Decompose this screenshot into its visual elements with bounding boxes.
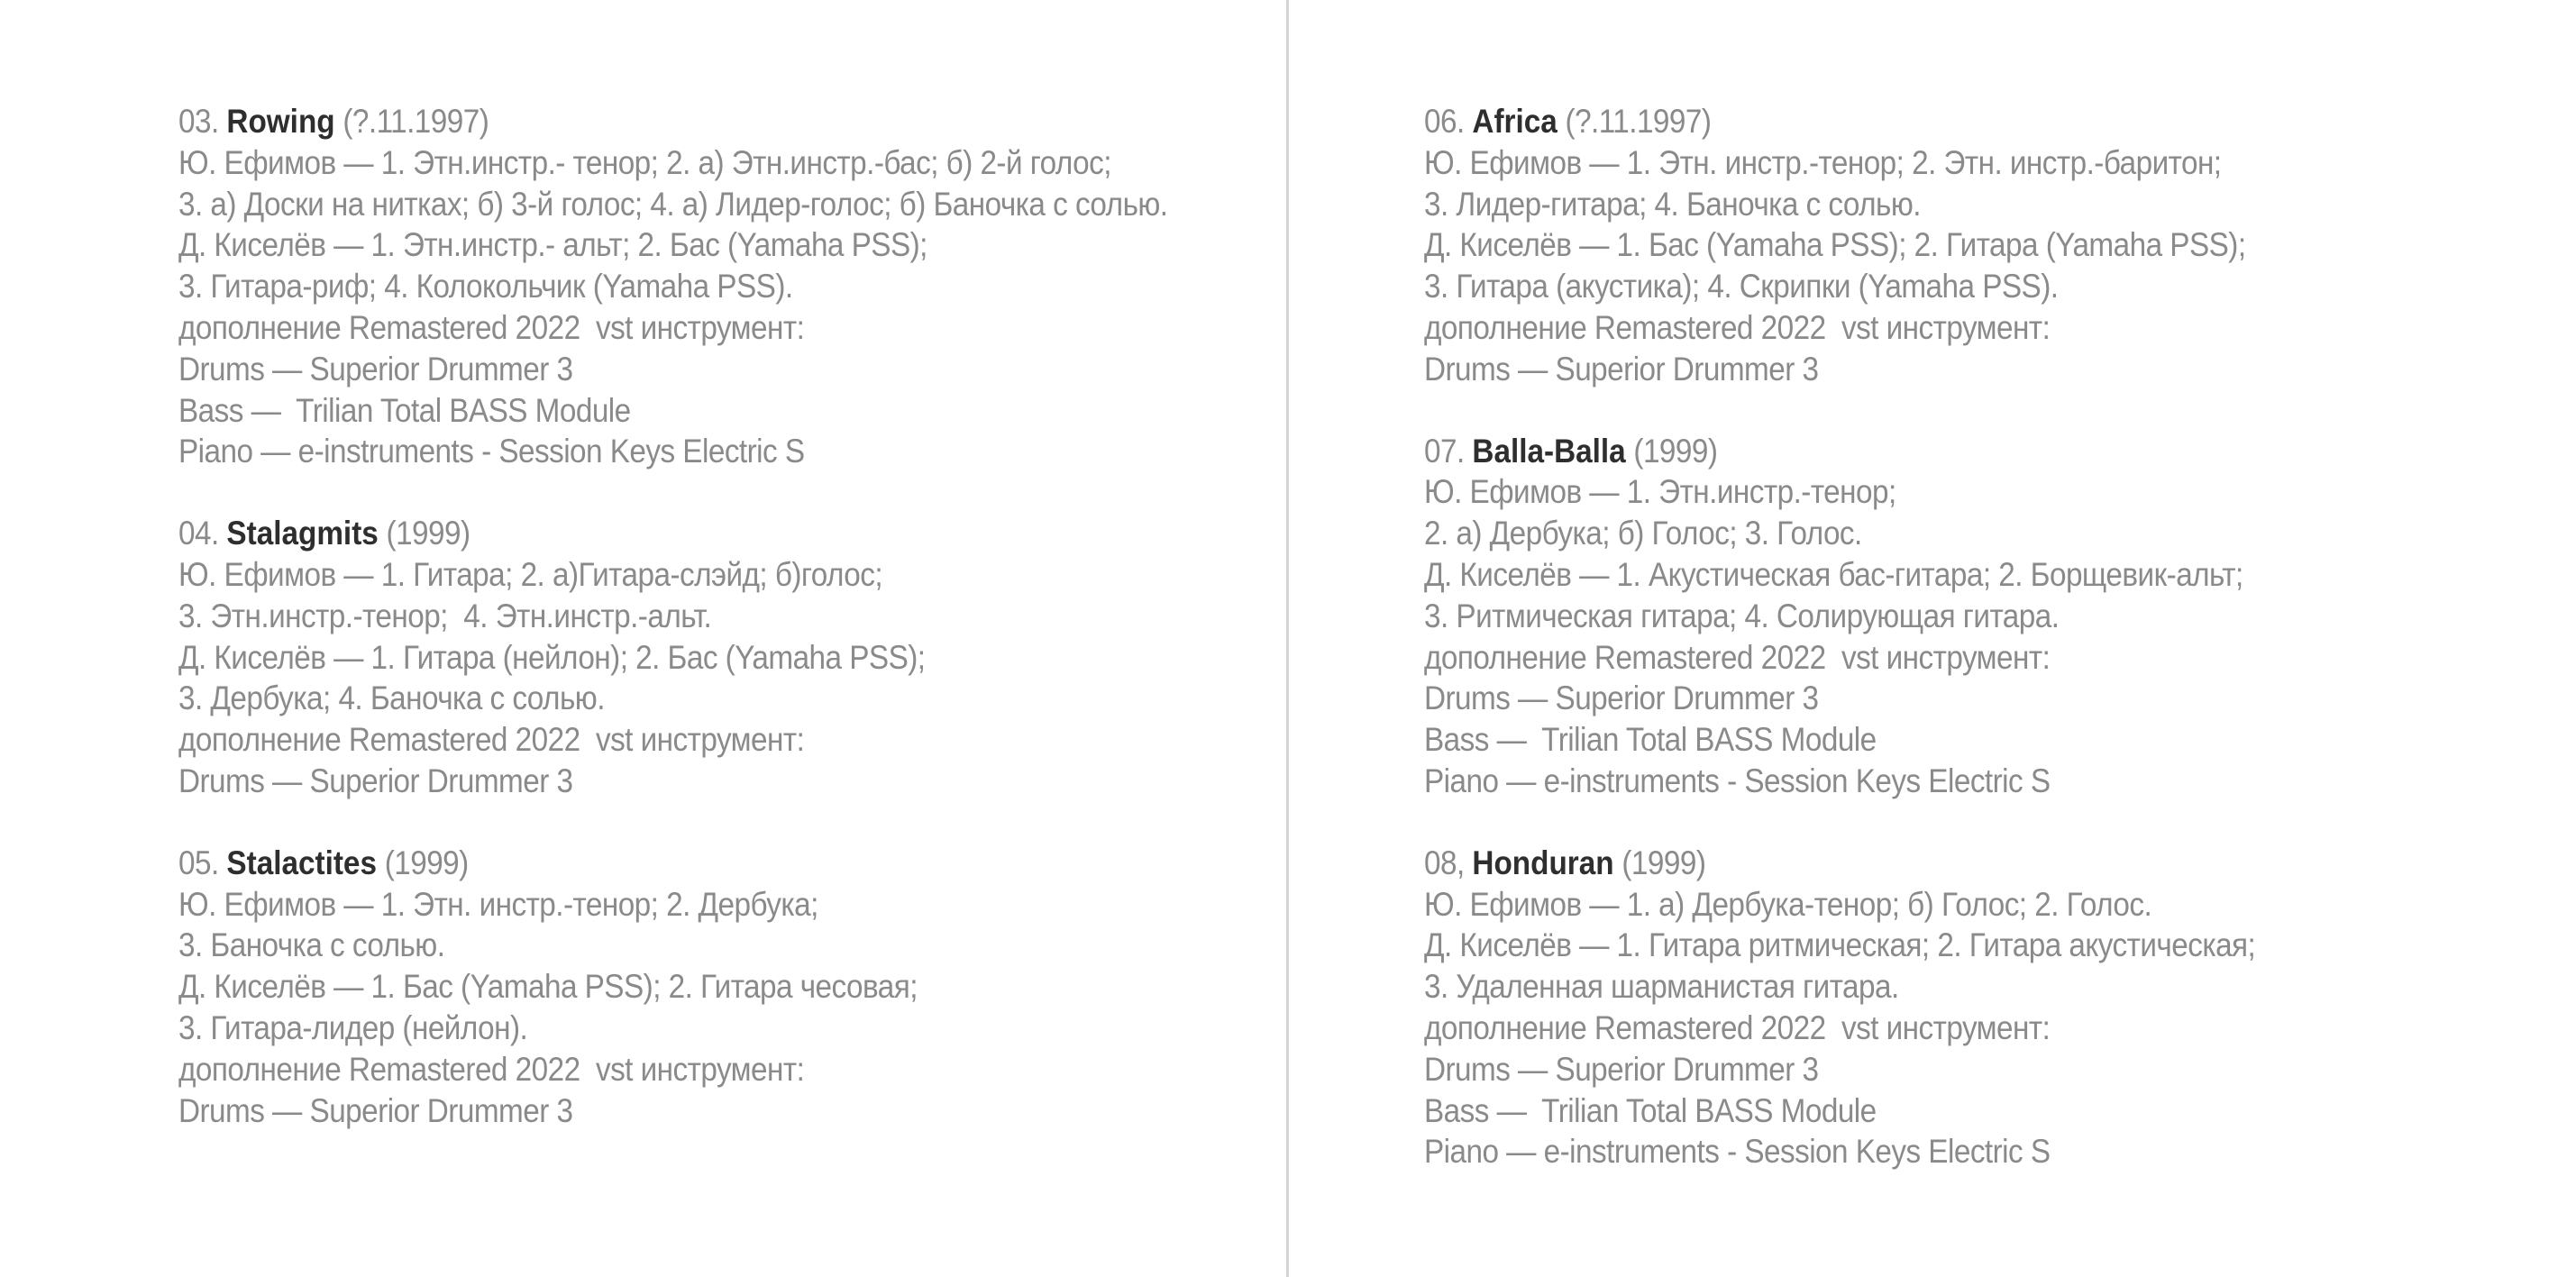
credit-line: Ю. Ефимов — 1. Этн.инстр.-тенор; <box>1424 473 1896 511</box>
track-heading <box>178 513 1176 554</box>
credit-line: Drums — Superior Drummer 3 <box>1424 1050 1819 1088</box>
track-number: 04. <box>178 515 219 552</box>
track-year: (1999) <box>1621 844 1706 881</box>
track-heading <box>1424 843 2461 884</box>
credit-line: Drums — Superior Drummer 3 <box>1424 680 1819 717</box>
credit-line: Bass — Trilian Total BASS Module <box>178 391 631 429</box>
credit-line: Bass — Trilian Total BASS Module <box>1424 1091 1877 1129</box>
track-year: (1999) <box>384 844 469 881</box>
credit-line: Д. Киселёв — 1. Акустическая бас-гитара; 2. Борщевик-альт; <box>1424 555 2243 593</box>
credit-line: Drums — Superior Drummer 3 <box>1424 350 1819 388</box>
credit-line: Д. Киселёв — 1. Гитара ритмическая; 2. Гитара акустическая; <box>1424 926 2256 964</box>
track-heading <box>1424 101 2461 142</box>
track-title: Stalagmits <box>226 515 379 552</box>
credit-line: Piano — e-instruments - Session Keys Electric S <box>1424 762 2051 799</box>
credit-line: дополнение Remastered 2022 vst инструмент: <box>178 1050 805 1088</box>
credit-line: Ю. Ефимов — 1. Гитара; 2. а)Гитара-слэйд; б)голос; <box>178 555 883 593</box>
track-year: (?.11.1997) <box>343 103 489 140</box>
track-title: Balla-Balla <box>1472 432 1626 470</box>
credit-line: дополнение Remastered 2022 vst инструмент: <box>1424 638 2051 676</box>
credit-line: дополнение Remastered 2022 vst инструмент: <box>1424 1008 2051 1046</box>
track-heading <box>178 843 1176 884</box>
credit-line: Drums — Superior Drummer 3 <box>178 350 573 388</box>
credit-line: Д. Киселёв — 1. Бас (Yamaha PSS); 2. Гитара (Yamaha PSS); <box>1424 226 2246 264</box>
track-block <box>178 513 1287 802</box>
track-block <box>178 101 1287 472</box>
credit-line: Piano — e-instruments - Session Keys Electric S <box>1424 1133 2051 1171</box>
track-number: 08, <box>1424 844 1465 881</box>
credit-line: Д. Киселёв — 1. Этн.инстр.- альт; 2. Бас (Yamaha PSS); <box>178 226 927 264</box>
credit-line: Piano — e-instruments - Session Keys Electric S <box>178 433 805 470</box>
track-block <box>1424 431 2576 802</box>
credit-line: Ю. Ефимов — 1. Этн.инстр.- тенор; 2. а) Этн.инстр.-бас; б) 2-й голос; <box>178 143 1111 181</box>
credit-line: 3. а) Доски на нитках; б) 3-й голос; 4. а) Лидер-голос; б) Баночка с солью. <box>178 185 1168 223</box>
credit-line: 3. Гитара (акустика); 4. Скрипки (Yamaha PSS). <box>1424 268 2059 306</box>
track-title: Honduran <box>1472 844 1614 881</box>
track-year: (?.11.1997) <box>1565 103 1712 140</box>
track-title: Rowing <box>226 103 335 140</box>
track-number: 06. <box>1424 103 1465 140</box>
right-page <box>1289 0 2576 1277</box>
credit-line: 3. Баночка с солью. <box>178 926 445 964</box>
track-block <box>1424 843 2576 1172</box>
credit-line: Ю. Ефимов — 1. а) Дербука-тенор; б) Голос; 2. Голос. <box>1424 885 2152 923</box>
credit-line: дополнение Remastered 2022 vst инструмент: <box>1424 308 2051 346</box>
credit-line: 2. а) Дербука; б) Голос; 3. Голос. <box>1424 515 1862 552</box>
track-heading <box>1424 431 2461 472</box>
credit-line: 3. Лидер-гитара; 4. Баночка с солью. <box>1424 185 1922 223</box>
credit-line: 3. Гитара-лидер (нейлон). <box>178 1008 528 1046</box>
track-number: 03. <box>178 103 219 140</box>
track-year: (1999) <box>386 515 470 552</box>
credit-line: Ю. Ефимов — 1. Этн. инстр.-тенор; 2. Этн. инстр.-баритон; <box>1424 143 2222 181</box>
credit-line: Д. Киселёв — 1. Гитара (нейлон); 2. Бас (Yamaha PSS); <box>178 638 926 676</box>
credit-line: 3. Этн.инстр.-тенор; 4. Этн.инстр.-альт. <box>178 597 712 634</box>
track-title: Stalactites <box>226 844 377 881</box>
left-page <box>0 0 1287 1277</box>
track-year: (1999) <box>1633 432 1718 470</box>
credit-line: дополнение Remastered 2022 vst инструмент: <box>178 721 805 759</box>
credit-line: 3. Дербука; 4. Баночка с солью. <box>178 680 605 717</box>
credit-line: дополнение Remastered 2022 vst инструмент: <box>178 308 805 346</box>
track-block <box>178 843 1287 1132</box>
credit-line: 3. Ритмическая гитара; 4. Солирующая гитара. <box>1424 597 2060 634</box>
track-number: 05. <box>178 844 219 881</box>
credit-line: 3. Удаленная шарманистая гитара. <box>1424 968 1899 1006</box>
track-heading <box>178 101 1176 142</box>
credit-line: Ю. Ефимов — 1. Этн. инстр.-тенор; 2. Дербука; <box>178 885 818 923</box>
credit-line: Drums — Superior Drummer 3 <box>178 1091 573 1129</box>
track-number: 07. <box>1424 432 1465 470</box>
credit-line: 3. Гитара-риф; 4. Колокольчик (Yamaha PSS). <box>178 268 793 306</box>
credit-line: Д. Киселёв — 1. Бас (Yamaha PSS); 2. Гитара чесовая; <box>178 968 918 1006</box>
track-block <box>1424 101 2576 390</box>
credit-line: Bass — Trilian Total BASS Module <box>1424 721 1877 759</box>
credit-line: Drums — Superior Drummer 3 <box>178 762 573 799</box>
track-title: Africa <box>1472 103 1557 140</box>
